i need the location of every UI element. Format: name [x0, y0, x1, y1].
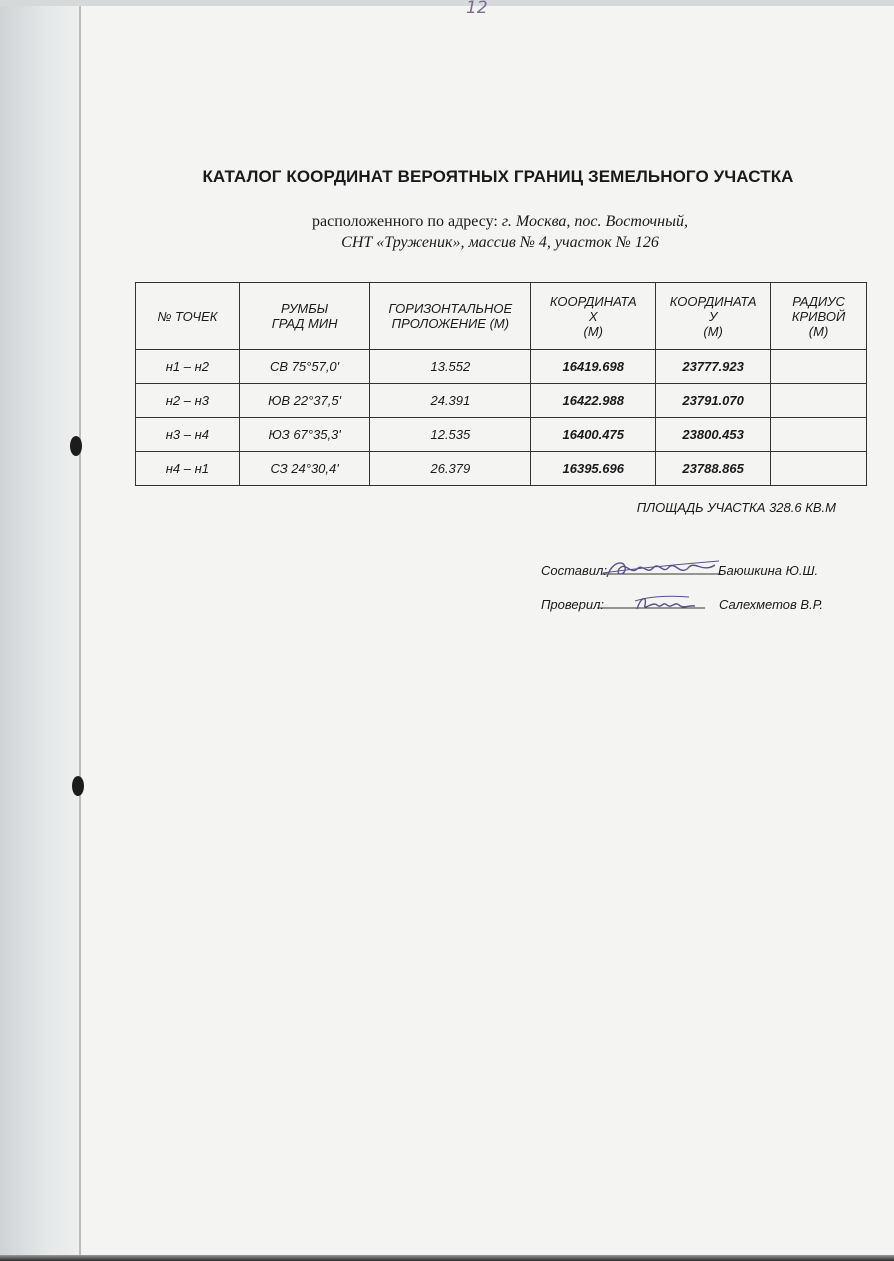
- table-row: [136, 452, 867, 486]
- column-header: ГОРИЗОНТАЛЬНОЕ ПРОЛОЖЕНИЕ (М): [370, 283, 531, 350]
- scan-bottom-edge: [0, 1255, 894, 1261]
- address-line2: СНТ «Труженик», массив № 4, участок № 126: [341, 234, 659, 251]
- checked-by-label: Проверил:: [541, 597, 605, 612]
- column-header: РУМБЫ ГРАД МИН: [239, 283, 370, 350]
- cell-y: 23777.923: [656, 350, 771, 384]
- cell-x: 16400.475: [531, 418, 656, 452]
- column-header: РАДИУС КРИВОЙ (М): [771, 283, 867, 350]
- cell-bearing: СВ 75°57,0': [239, 350, 370, 384]
- cell-y: 23788.865: [656, 452, 771, 486]
- coordinates-table: [135, 282, 867, 486]
- scan-left-shadow: [0, 0, 80, 1261]
- cell-radius: [771, 350, 867, 384]
- checked-signature: [597, 591, 707, 617]
- column-header: КООРДИНАТА У (М): [656, 283, 771, 350]
- cell-points: н1 – н2: [136, 350, 240, 384]
- scan-top-edge: [0, 0, 894, 6]
- cell-x: 16419.698: [531, 350, 656, 384]
- cell-bearing: ЮЗ 67°35,3': [239, 418, 370, 452]
- table-row: [136, 384, 867, 418]
- page-number: 12: [466, 0, 488, 18]
- column-header: № ТОЧЕК: [136, 283, 240, 350]
- cell-radius: [771, 418, 867, 452]
- cell-y: 23791.070: [656, 384, 771, 418]
- table-body: [136, 350, 867, 486]
- cell-bearing: ЮВ 22°37,5': [239, 384, 370, 418]
- compiled-by-name: Баюшкина Ю.Ш.: [718, 563, 819, 578]
- plot-area: ПЛОЩАДЬ УЧАСТКА 328.6 КВ.М: [636, 500, 836, 515]
- cell-distance: 13.552: [370, 350, 531, 384]
- table-header-row: [136, 283, 867, 350]
- cell-distance: 12.535: [370, 418, 531, 452]
- compiled-by-label: Составил:: [541, 563, 607, 578]
- cell-radius: [771, 384, 867, 418]
- page-fold-line: [79, 0, 81, 1261]
- punch-hole-upper: [70, 436, 82, 456]
- document-address: [200, 211, 800, 253]
- table-row: [136, 418, 867, 452]
- address-prefix: расположенного по адресу:: [312, 213, 502, 230]
- cell-radius: [771, 452, 867, 486]
- cell-points: н3 – н4: [136, 418, 240, 452]
- cell-distance: 24.391: [370, 384, 531, 418]
- cell-bearing: СЗ 24°30,4': [239, 452, 370, 486]
- cell-points: н4 – н1: [136, 452, 240, 486]
- table-row: [136, 350, 867, 384]
- checked-by-name: Салехметов В.Р.: [719, 597, 823, 612]
- cell-points: н2 – н3: [136, 384, 240, 418]
- cell-distance: 26.379: [370, 452, 531, 486]
- punch-hole-lower: [72, 776, 84, 796]
- compiled-signature: [601, 555, 723, 585]
- cell-x: 16422.988: [531, 384, 656, 418]
- cell-x: 16395.696: [531, 452, 656, 486]
- document-title: КАТАЛОГ КООРДИНАТ ВЕРОЯТНЫХ ГРАНИЦ ЗЕМЕЛЬНОГО УЧАСТКА: [202, 167, 794, 186]
- cell-y: 23800.453: [656, 418, 771, 452]
- column-header: КООРДИНАТА X (М): [531, 283, 656, 350]
- address-line1: г. Москва, пос. Восточный,: [501, 213, 688, 230]
